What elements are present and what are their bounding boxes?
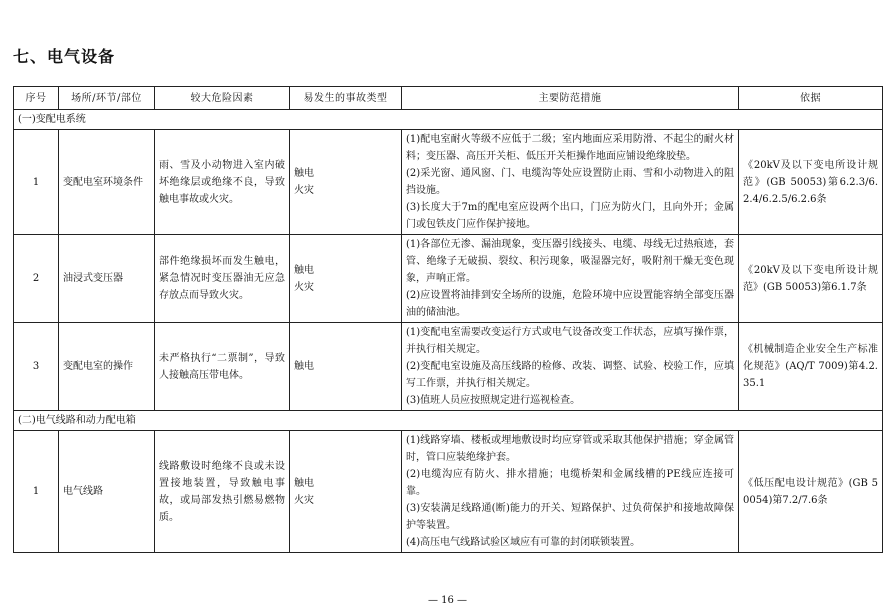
section-row — [14, 411, 883, 431]
col-header-accident: 易发生的事故类型 — [290, 87, 402, 110]
row-no: 1 — [14, 431, 59, 553]
row-place: 变配电室的操作 — [59, 323, 155, 411]
table-row — [14, 235, 883, 323]
row-place: 变配电室环境条件 — [59, 130, 155, 235]
row-no: 3 — [14, 323, 59, 411]
section-label: (一)变配电系统 — [14, 110, 883, 130]
measure-item: (2)采光窗、通风窗、门、电缆沟等处应设置防止雨、雪和小动物进入的阻挡设施。 — [406, 168, 734, 196]
col-header-hazard: 较大危险因素 — [155, 87, 290, 110]
accident-type: 触电 — [294, 477, 314, 489]
col-header-no: 序号 — [14, 87, 59, 110]
row-measures — [402, 235, 739, 323]
row-no: 1 — [14, 130, 59, 235]
page-number: — 16 — — [427, 595, 468, 606]
electrical-equipment-table — [13, 86, 883, 553]
header-row — [14, 87, 883, 110]
row-place: 电气线路 — [59, 431, 155, 553]
row-accident — [290, 235, 402, 323]
measure-item: (1)配电室耐火等级不应低于二级；室内地面应采用防滑、不起尘的耐火材料；变压器、高压开关柜、低压开关柜操作地面应铺设绝缘胶垫。 — [406, 134, 734, 162]
measure-item: (1)变配电室需要改变运行方式或电气设备改变工作状态，应填写操作票，并执行相关规定。 — [406, 327, 734, 355]
measure-item: (1)各部位无渗、漏油现象，变压器引线接头、电缆、母线无过热痕迹，套管、绝缘子无破损、裂纹、积污现象，吸湿器完好，吸附剂干燥无变色现象，声响正常。 — [406, 239, 734, 284]
accident-type: 触电 — [294, 264, 314, 276]
row-accident — [290, 431, 402, 553]
accident-type: 触电 — [294, 168, 314, 179]
measure-item: (3)长度大于7m的配电室应设两个出口，门应为防火门，且向外开；金属门或包铁皮门应作保护接地。 — [406, 202, 734, 230]
row-basis: 《机械制造企业安全生产标准化规范》(AQ/T 7009)第4.2.35.1 — [739, 323, 883, 411]
table-row — [14, 431, 883, 553]
accident-type: 触电 — [294, 361, 314, 372]
col-header-place: 场所/环节/部位 — [59, 87, 155, 110]
row-measures — [402, 130, 739, 235]
col-header-measures: 主要防范措施 — [402, 87, 739, 110]
row-accident — [290, 323, 402, 411]
measure-item: (2)变配电室设施及高压线路的检修、改装、调整、试验、校验工作，应填写工作票，并执行相关规定。 — [406, 361, 734, 389]
measure-item: (4)高压电气线路试验区域应有可靠的封闭联锁装置。 — [406, 537, 641, 548]
row-hazard: 雨、雪及小动物进入室内破坏绝缘层或绝缘不良，导致触电事故或火灾。 — [155, 130, 290, 235]
row-place: 油浸式变压器 — [59, 235, 155, 323]
section-row — [14, 110, 883, 130]
row-accident — [290, 130, 402, 235]
accident-type: 火灾 — [294, 494, 314, 506]
table-row — [14, 130, 883, 235]
row-basis: 《低压配电设计规范》(GB 50054)第7.2/7.6条 — [739, 431, 883, 553]
table-row — [14, 323, 883, 411]
row-no: 2 — [14, 235, 59, 323]
row-basis: 《20kV及以下变电所设计规范》(GB 50053)第6.2.3/6.2.4/6.2.5/6.2.6条 — [739, 130, 883, 235]
measure-item: (2)电缆沟应有防火、排水措施；电缆桥架和金属线槽的PE线应连接可靠。 — [406, 469, 734, 497]
row-measures — [402, 431, 739, 553]
row-measures — [402, 323, 739, 411]
accident-type: 火灾 — [294, 281, 314, 293]
row-hazard: 部件绝缘损坏而发生触电，紧急情况时变压器油无应急存放点而导致火灾。 — [155, 235, 290, 323]
row-hazard: 未严格执行“二票制”，导致人接触高压带电体。 — [155, 323, 290, 411]
measure-item: (2)应设置将油排到安全场所的设施，危险环境中应设置能容纳全部变压器油的储油池。 — [406, 290, 734, 318]
section-title: 七、电气设备 — [13, 47, 116, 66]
measure-item: (3)值班人员应按照规定进行巡视检查。 — [406, 395, 581, 406]
measure-item: (1)线路穿墙、楼板或埋地敷设时均应穿管或采取其他保护措施；穿金属管时，管口应装绝缘护套。 — [406, 435, 734, 463]
accident-type: 火灾 — [294, 185, 314, 196]
row-hazard: 线路敷设时绝缘不良或未设置接地装置，导致触电事故，或局部发热引燃易燃物质。 — [155, 431, 290, 553]
row-basis: 《20kV及以下变电所设计规范》(GB 50053)第6.1.7条 — [739, 235, 883, 323]
measure-item: (3)安装满足线路通(断)能力的开关、短路保护、过负荷保护和接地故障保护等装置。 — [406, 503, 734, 531]
section-label: (二)电气线路和动力配电箱 — [14, 411, 883, 431]
col-header-basis: 依据 — [739, 87, 883, 110]
